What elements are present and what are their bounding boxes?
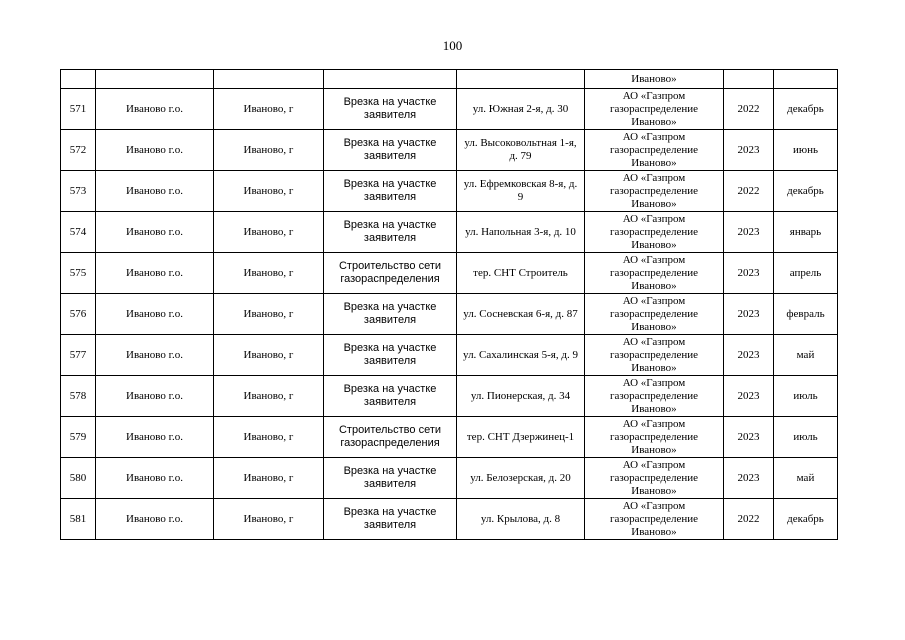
address-text: тер. СНТ Строитель [473,266,568,279]
region-text: Иваново г.о. [126,430,183,443]
address-text: ул. Напольная 3-я, д. 10 [465,225,576,238]
table-row [61,499,838,540]
table-row [61,294,838,335]
address-text: тер. СНТ Дзержинец-1 [466,430,575,443]
table-row [61,253,838,294]
cell-year [724,130,774,171]
cell-address [457,212,585,253]
cell-month [774,499,838,540]
operation-text: Врезка на участке заявителя [343,137,437,162]
cell-company [585,458,724,499]
year-text: 2023 [737,348,760,361]
cell-year [724,417,774,458]
month-text: июнь [792,143,818,156]
cell-num [61,253,96,294]
cell-place [214,458,324,499]
cell-month [774,458,838,499]
cell-company [585,171,724,212]
cell-num [61,417,96,458]
cell-company [585,417,724,458]
cell-month [774,212,838,253]
cell-operation [324,70,457,89]
cell-year [724,294,774,335]
month-text: май [796,471,815,484]
place-text: Иваново, г [243,184,294,197]
cell-place [214,212,324,253]
table-row [61,417,838,458]
cell-company [585,294,724,335]
month-text: декабрь [787,184,824,197]
cell-operation [324,335,457,376]
cell-operation [324,376,457,417]
company-text: АО «Газпром газораспределение Иваново» [609,294,699,333]
year-text: 2023 [737,225,760,238]
region-text: Иваново г.о. [126,266,183,279]
row-number: 578 [69,389,87,402]
cell-place [214,294,324,335]
cell-num [61,89,96,130]
company-text: АО «Газпром газораспределение Иваново» [609,458,699,497]
operation-text: Врезка на участке заявителя [343,96,437,121]
table-row [61,171,838,212]
cell-month [774,130,838,171]
address-text: ул. Белозерская, д. 20 [470,471,571,484]
cell-company [585,376,724,417]
cell-region [96,171,214,212]
cell-year [724,212,774,253]
year-text: 2022 [737,102,760,115]
cell-operation [324,89,457,130]
company-text: АО «Газпром газораспределение Иваново» [609,499,699,538]
operation-text: Врезка на участке заявителя [343,342,437,367]
region-text: Иваново г.о. [126,389,183,402]
cell-region [96,70,214,89]
cell-month [774,376,838,417]
address-text: ул. Крылова, д. 8 [480,512,561,525]
cell-operation [324,212,457,253]
row-number: 573 [69,184,87,197]
cell-month [774,294,838,335]
row-number: 576 [69,307,87,320]
cell-address [457,417,585,458]
operation-text: Строительство сети газораспределения [338,424,442,449]
cell-month [774,70,838,89]
company-text: АО «Газпром газораспределение Иваново» [609,376,699,415]
table-body [61,70,838,540]
operation-text: Врезка на участке заявителя [343,219,437,244]
cell-address [457,335,585,376]
company-text: АО «Газпром газораспределение Иваново» [609,130,699,169]
operation-text: Врезка на участке заявителя [343,506,437,531]
cell-company [585,212,724,253]
cell-place [214,253,324,294]
place-text: Иваново, г [243,266,294,279]
cell-company [585,335,724,376]
cell-num [61,171,96,212]
year-text: 2023 [737,471,760,484]
cell-place [214,130,324,171]
cell-place [214,417,324,458]
cell-num [61,458,96,499]
cell-year [724,458,774,499]
month-text: январь [789,225,822,238]
region-text: Иваново г.о. [126,307,183,320]
company-text: АО «Газпром газораспределение Иваново» [609,253,699,292]
company-text: АО «Газпром газораспределение Иваново» [609,212,699,251]
cell-region [96,335,214,376]
cell-company: Иваново» [585,70,724,89]
month-text: июль [793,389,818,402]
cell-num [61,335,96,376]
month-text: июль [793,430,818,443]
address-text: ул. Ефремковская 8-я, д. 9 [463,178,578,203]
region-text: Иваново г.о. [126,225,183,238]
table-row [61,458,838,499]
region-text: Иваново г.о. [126,184,183,197]
cell-company [585,253,724,294]
cell-address [457,499,585,540]
place-text: Иваново, г [243,389,294,402]
place-text: Иваново, г [243,512,294,525]
cell-address [457,253,585,294]
cell-operation [324,294,457,335]
cell-month [774,171,838,212]
address-text: ул. Пионерская, д. 34 [470,389,571,402]
table-row [61,376,838,417]
cell-place [214,376,324,417]
row-number: 579 [69,430,87,443]
row-number: 574 [69,225,87,238]
address-text: ул. Сахалинская 5-я, д. 9 [463,348,578,361]
operation-text: Врезка на участке заявителя [343,383,437,408]
place-text: Иваново, г [243,471,294,484]
page-number: 100 [442,38,463,53]
cell-num [61,499,96,540]
table-row [61,89,838,130]
cell-region [96,376,214,417]
region-text: Иваново г.о. [126,471,183,484]
row-number: 577 [69,348,87,361]
cell-year [724,499,774,540]
cell-month [774,335,838,376]
cell-address [457,458,585,499]
carryover-row [61,70,838,89]
cell-month [774,253,838,294]
cell-address [457,70,585,89]
cell-region [96,253,214,294]
cell-year [724,171,774,212]
cell-region [96,458,214,499]
year-text: 2023 [737,389,760,402]
month-text: февраль [786,307,825,320]
cell-operation [324,171,457,212]
operation-text: Строительство сети газораспределения [338,260,442,285]
place-text: Иваново, г [243,102,294,115]
month-text: апрель [789,266,822,279]
year-text: 2022 [737,184,760,197]
cell-region [96,212,214,253]
address-text: ул. Высоковольтная 1-я, д. 79 [464,137,577,162]
gas-connection-table [60,69,838,540]
operation-text: Врезка на участке заявителя [343,301,437,326]
region-text: Иваново г.о. [126,348,183,361]
month-text: декабрь [787,102,824,115]
year-text: 2023 [737,143,760,156]
table-row [61,130,838,171]
table-row [61,335,838,376]
cell-num [61,130,96,171]
cell-region [96,417,214,458]
cell-operation [324,253,457,294]
operation-text: Врезка на участке заявителя [343,178,437,203]
company-text: АО «Газпром газораспределение Иваново» [609,89,699,128]
row-number: 571 [69,102,87,115]
cell-place [214,499,324,540]
cell-address [457,294,585,335]
year-text: 2023 [737,307,760,320]
cell-company [585,499,724,540]
cell-place [214,70,324,89]
cell-company [585,130,724,171]
cell-month [774,417,838,458]
cell-region [96,499,214,540]
month-text: декабрь [787,512,824,525]
year-text: 2023 [737,266,760,279]
cell-address [457,171,585,212]
company-text: АО «Газпром газораспределение Иваново» [609,171,699,210]
cell-operation [324,499,457,540]
cell-num [61,70,96,89]
cell-month [774,89,838,130]
address-text: ул. Сосневская 6-я, д. 87 [463,307,578,320]
place-text: Иваново, г [243,307,294,320]
cell-num [61,212,96,253]
place-text: Иваново, г [243,225,294,238]
row-number: 580 [69,471,87,484]
cell-region [96,89,214,130]
company-text: АО «Газпром газораспределение Иваново» [609,335,699,374]
cell-year [724,89,774,130]
row-number: 581 [69,512,87,525]
cell-company [585,89,724,130]
cell-year [724,70,774,89]
cell-operation [324,130,457,171]
year-text: 2023 [737,430,760,443]
cell-address [457,130,585,171]
row-number: 575 [69,266,87,279]
place-text: Иваново, г [243,430,294,443]
cell-year [724,376,774,417]
month-text: май [796,348,815,361]
cell-num [61,294,96,335]
place-text: Иваново, г [243,143,294,156]
operation-text: Врезка на участке заявителя [343,465,437,490]
cell-place [214,171,324,212]
cell-address [457,376,585,417]
cell-operation [324,458,457,499]
company-text: АО «Газпром газораспределение Иваново» [609,417,699,456]
cell-num [61,376,96,417]
place-text: Иваново, г [243,348,294,361]
table-row [61,212,838,253]
region-text: Иваново г.о. [126,512,183,525]
year-text: 2022 [737,512,760,525]
region-text: Иваново г.о. [126,102,183,115]
region-text: Иваново г.о. [126,143,183,156]
address-text: ул. Южная 2-я, д. 30 [472,102,569,115]
cell-region [96,294,214,335]
row-number: 572 [69,143,87,156]
cell-place [214,89,324,130]
cell-address [457,89,585,130]
cell-year [724,335,774,376]
cell-operation [324,417,457,458]
cell-place [214,335,324,376]
cell-year [724,253,774,294]
cell-region [96,130,214,171]
